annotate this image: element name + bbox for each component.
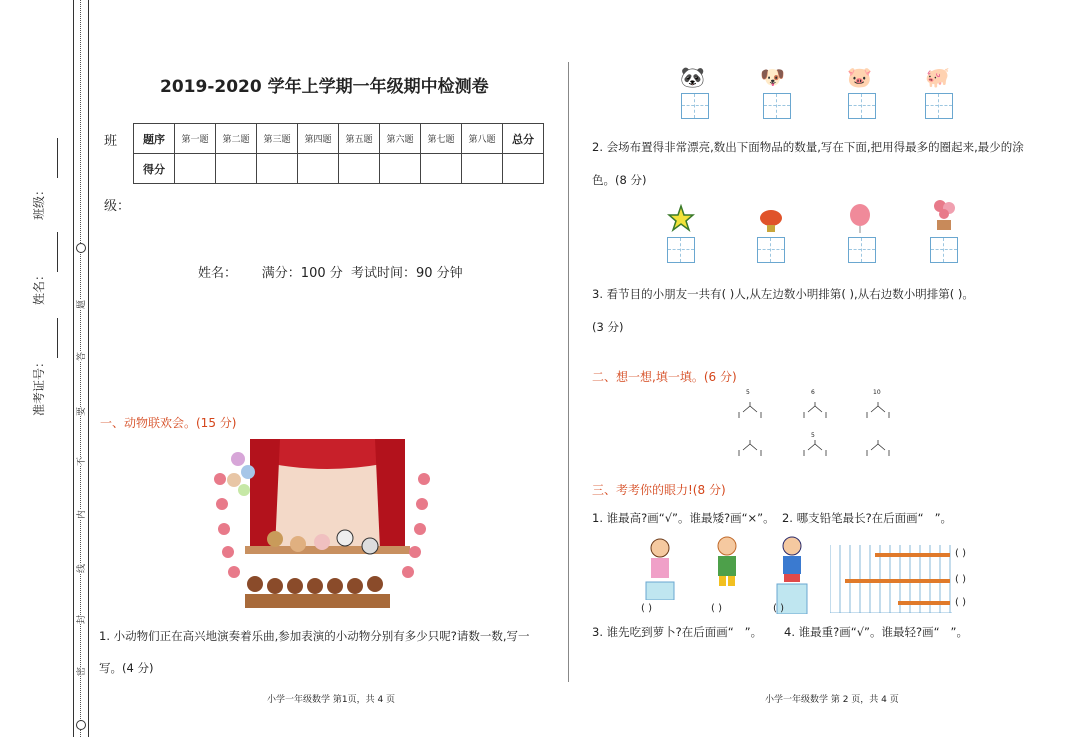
lantern-icon <box>757 206 785 234</box>
q-eye-3-4: 3. 谁先吃到萝卜?在后面画“ ”。 4. 谁最重?画“√”。谁最轻?画“ ”。 <box>592 625 969 639</box>
margin-char: 不 <box>74 457 87 466</box>
q-eye-1-2: 1. 谁最高?画“√”。谁最矮?画“×”。 2. 哪支铅笔最长?在后面画“ ”。 <box>592 511 953 525</box>
score-header: 第七题 <box>421 124 462 154</box>
margin-char: 线 <box>74 564 87 573</box>
section-1-heading: 一、动物联欢会。(15 分) <box>100 416 237 430</box>
pencil-1 <box>875 553 950 557</box>
margin-char: 题 <box>74 300 87 309</box>
score-header: 总分 <box>503 124 544 154</box>
q2-text-line2: 色。(8 分) <box>592 173 647 187</box>
score-header: 题序 <box>134 124 175 154</box>
score-header: 第八题 <box>462 124 503 154</box>
class-label-ban: 班 <box>104 134 118 149</box>
audience-seats <box>245 594 390 608</box>
score-cell[interactable] <box>298 154 339 184</box>
exam-number-blank[interactable] <box>57 318 58 358</box>
answer-paren[interactable]: ( ) <box>955 548 966 559</box>
answer-box[interactable] <box>763 93 791 119</box>
q3-text-line2: (3 分) <box>592 320 624 334</box>
score-header: 第一题 <box>175 124 216 154</box>
answer-paren[interactable]: ( ) <box>641 603 652 614</box>
margin-char: 密 <box>74 667 87 676</box>
score-cell[interactable] <box>257 154 298 184</box>
balloon <box>238 484 250 496</box>
section-2-heading: 二、想一想,填一填。(6 分) <box>592 370 737 384</box>
balloon <box>227 473 241 487</box>
panda-icon: 🐼 <box>680 65 705 89</box>
bond-top-number: 5 <box>746 389 750 396</box>
answer-paren[interactable]: ( ) <box>955 597 966 608</box>
answer-box[interactable] <box>667 237 695 263</box>
balloon <box>231 452 245 466</box>
score-header: 第二题 <box>216 124 257 154</box>
score-cell[interactable] <box>421 154 462 184</box>
bond-top-number: 10 <box>873 389 881 396</box>
class-label: 班级： <box>32 183 46 220</box>
margin-char: 内 <box>74 510 87 519</box>
child-boy-tall-icon <box>772 534 812 614</box>
flower-column-left <box>214 473 240 578</box>
q1-text-line2: 写。(4 分) <box>99 661 154 675</box>
audience <box>247 576 383 594</box>
exam-title: 2019-2020 学年上学期一年级期中检测卷 <box>160 77 489 97</box>
balloon-icon <box>846 203 874 233</box>
score-cell[interactable] <box>175 154 216 184</box>
stage-illustration <box>210 434 435 612</box>
answer-box[interactable] <box>925 93 953 119</box>
bond-top-number: 5 <box>811 432 815 439</box>
answer-box[interactable] <box>757 237 785 263</box>
pencil-3 <box>898 601 950 605</box>
class-label-ji: 级： <box>104 199 131 214</box>
pencil-2 <box>845 579 950 583</box>
score-header: 第三题 <box>257 124 298 154</box>
binding-line-inner <box>88 0 89 737</box>
answer-paren[interactable]: ( ) <box>773 603 784 614</box>
score-header: 第五题 <box>339 124 380 154</box>
answer-box[interactable] <box>930 237 958 263</box>
q1-text-line1: 1. 小动物们正在高兴地演奏着乐曲,参加表演的小动物分别有多少只呢?请数一数,写一 <box>99 629 530 643</box>
q2-text-line1: 2. 会场布置得非常漂亮,数出下面物品的数量,写在下面,把用得最多的圈起来,最少的涂 <box>592 140 1024 154</box>
exam-number-label: 准考证号： <box>32 355 46 416</box>
score-cell[interactable] <box>216 154 257 184</box>
child-boy-icon <box>710 534 744 590</box>
pencils-grid <box>830 545 952 613</box>
q3-text-line1: 3. 看节目的小朋友一共有( )人,从左边数小明排第( ),从右边数小明排第( )。 <box>592 287 974 301</box>
star-icon <box>667 204 695 232</box>
answer-box[interactable] <box>848 93 876 119</box>
margin-char: 封 <box>74 615 87 624</box>
page-divider <box>568 62 569 682</box>
answer-paren[interactable]: ( ) <box>955 574 966 585</box>
flower-column-right <box>402 473 430 578</box>
score-row-label: 得分 <box>134 154 175 184</box>
score-table <box>133 123 544 184</box>
score-cell[interactable] <box>339 154 380 184</box>
margin-char: 要 <box>74 407 87 416</box>
dog-icon: 🐶 <box>760 65 785 89</box>
piglet-icon: 🐖 <box>925 65 950 89</box>
balloon <box>241 465 255 479</box>
flowerpot-icon <box>928 196 960 232</box>
page-footer-2: 小学一年级数学 第 2 页，共 4 页 <box>765 695 899 705</box>
child-girl-icon <box>640 534 680 600</box>
page-footer-1: 小学一年级数学 第1页，共 4 页 <box>267 695 396 705</box>
curtain-right <box>375 439 405 549</box>
name-blank[interactable] <box>57 232 58 272</box>
name-label: 姓名： <box>32 268 46 305</box>
score-cell[interactable] <box>380 154 421 184</box>
answer-box[interactable] <box>848 237 876 263</box>
class-blank[interactable] <box>57 138 58 178</box>
section-3-heading: 三、考考你的眼力!(8 分) <box>592 483 726 497</box>
score-header: 第四题 <box>298 124 339 154</box>
number-bond-diagrams <box>735 390 895 462</box>
binding-circle <box>76 243 86 253</box>
bond-top-number: 6 <box>811 389 815 396</box>
exam-info: 姓名： 满分：100 分 考试时间：90 分钟 <box>198 266 463 281</box>
binding-line-outer <box>73 0 74 737</box>
binding-circle <box>76 720 86 730</box>
score-cell[interactable] <box>462 154 503 184</box>
answer-paren[interactable]: ( ) <box>711 603 722 614</box>
answer-box[interactable] <box>681 93 709 119</box>
score-header: 第六题 <box>380 124 421 154</box>
margin-char: 答 <box>74 352 87 361</box>
binding-dotted-line <box>80 0 81 737</box>
pig-icon: 🐷 <box>847 65 872 89</box>
score-cell[interactable] <box>503 154 544 184</box>
